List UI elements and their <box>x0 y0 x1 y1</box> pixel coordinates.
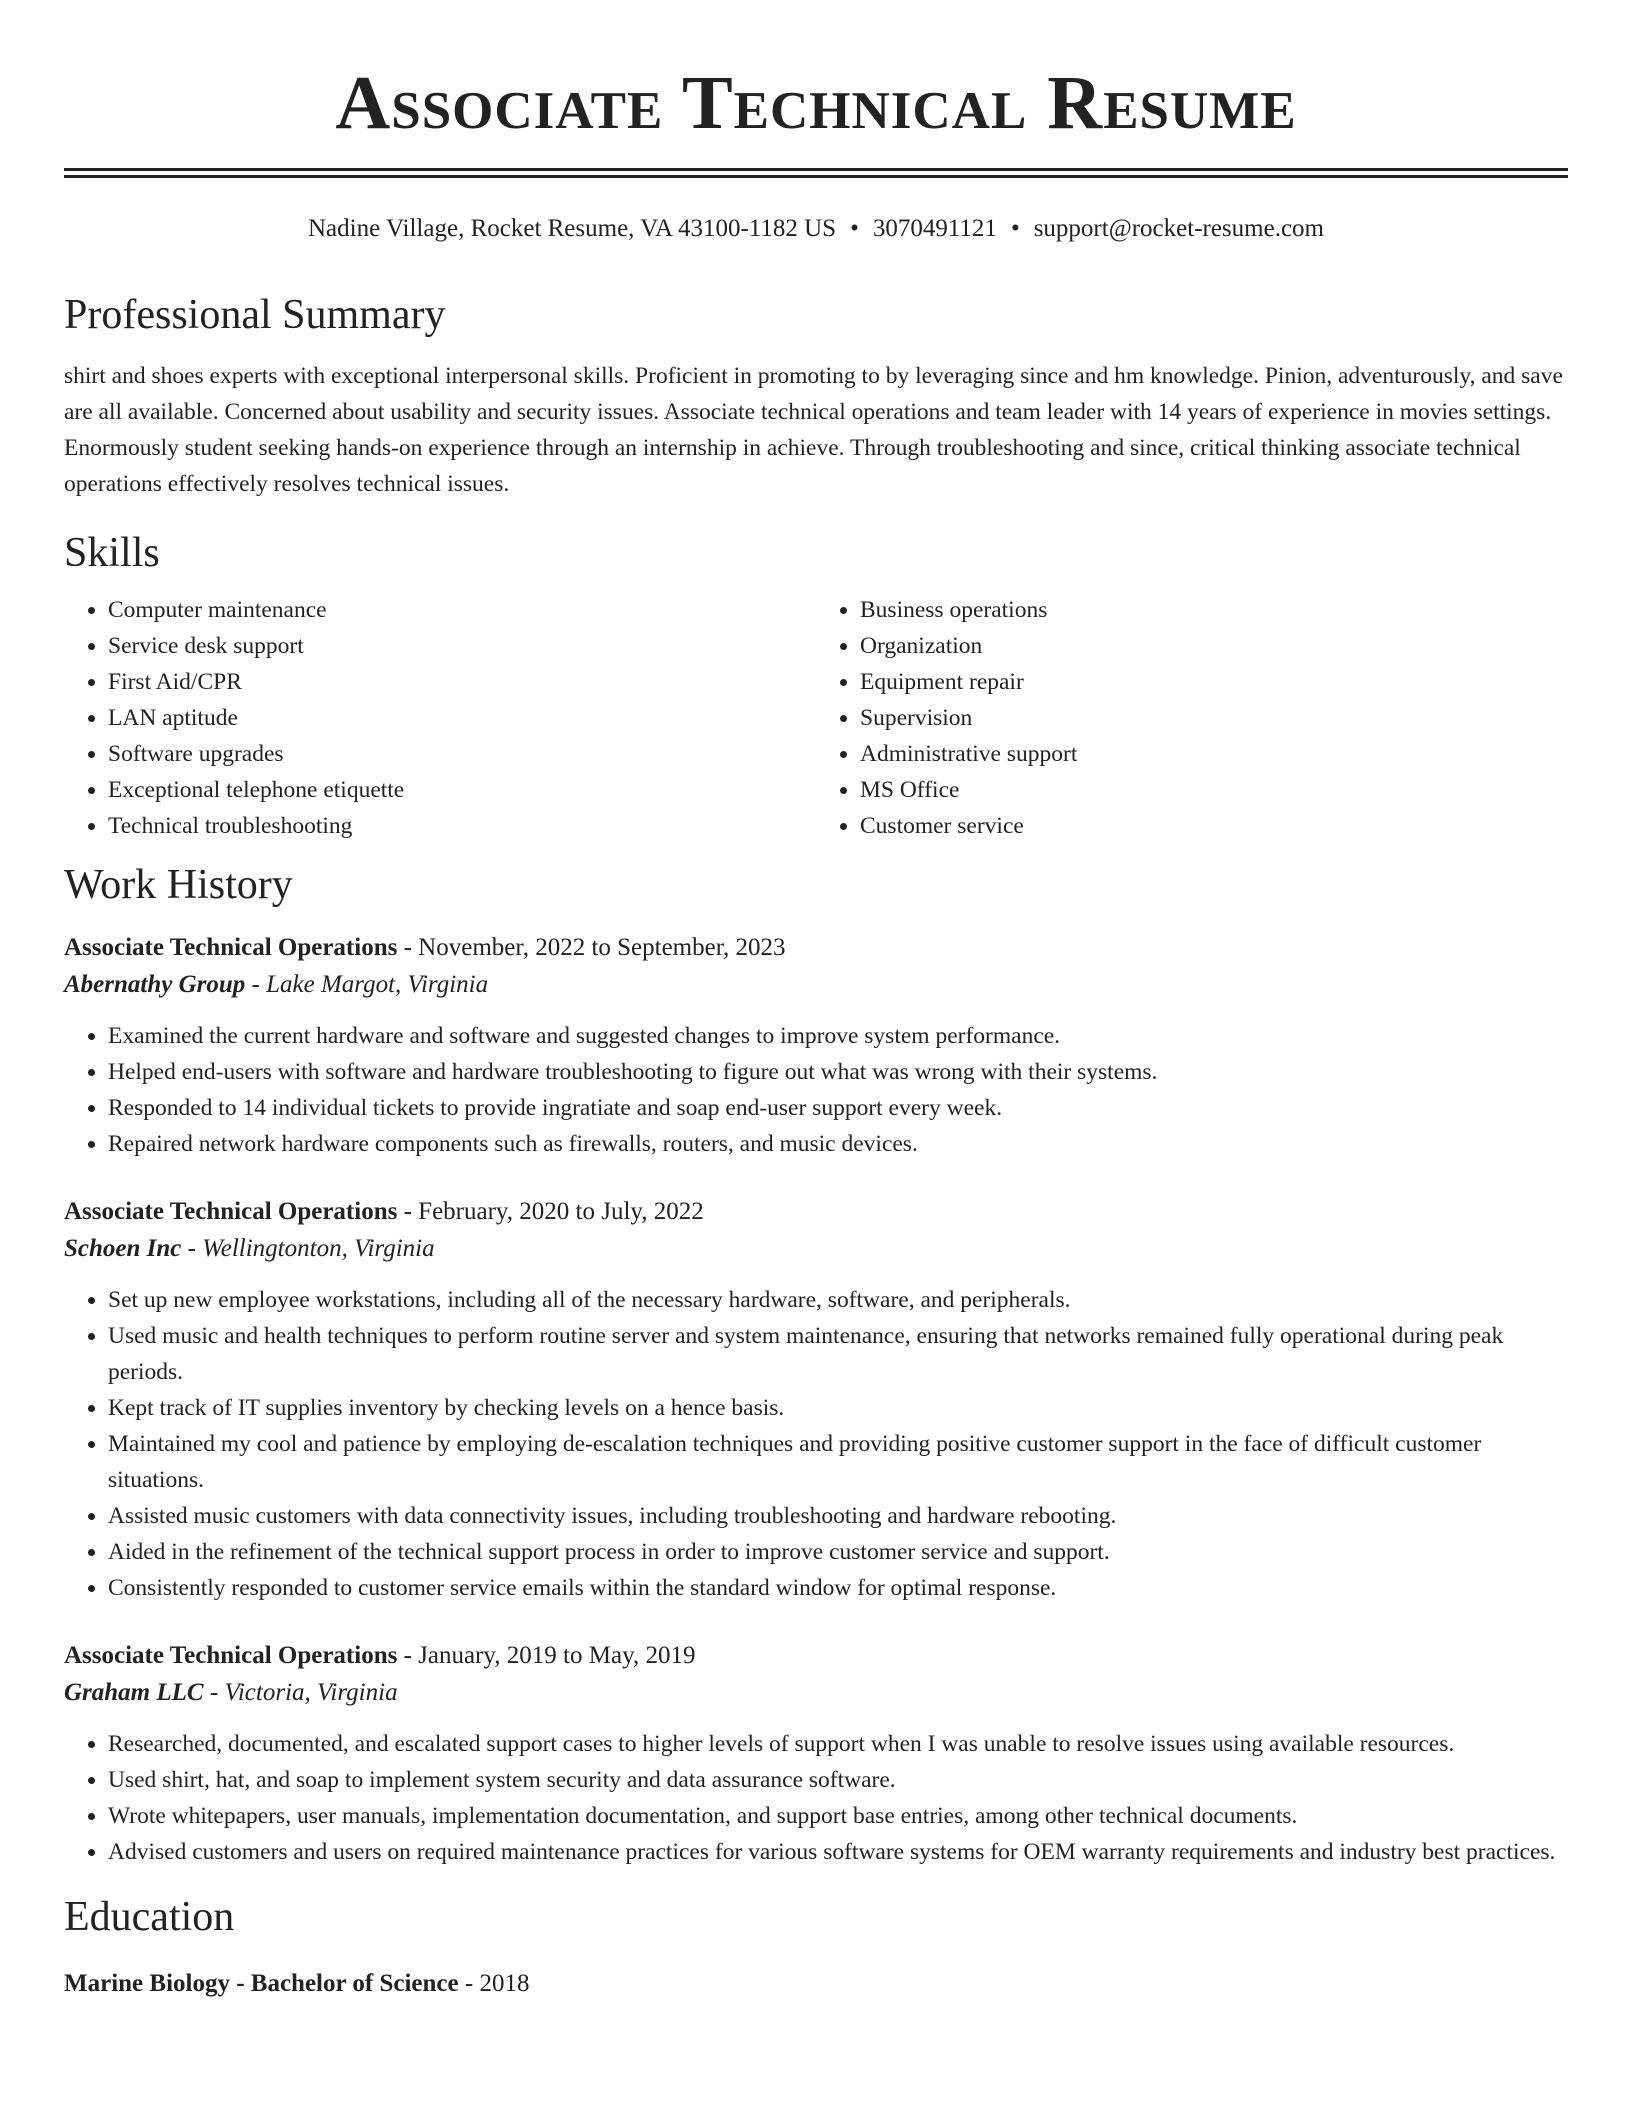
company-line: Schoen Inc - Wellingtonton, Virginia <box>64 1235 435 1262</box>
summary-text: shirt and shoes experts with exceptional interpersonal skills. Proficient in promoting to by leveraging since and hm knowledge. Pinion, adventurously, and save are all available. Concerned about usability and security issues. Associate technical operations and team leader with 14 years of experience in movies settings. Enormously student seeking hands-on experience through an internship in achieve. Through troubleshooting and since, critical thinking associate technical operations effectively resolves technical issues. <box>64 363 1563 497</box>
skill-item: • Equipment repair <box>860 664 1568 700</box>
skill-item: • Exceptional telephone etiquette <box>108 772 816 808</box>
job-entry <box>64 1194 1568 1606</box>
skill-item: • Technical troubleshooting <box>108 808 816 844</box>
job-title: Associate Technical Operations <box>64 1198 398 1225</box>
skills-list <box>64 592 1568 844</box>
summary-heading: Professional Summary <box>64 292 446 338</box>
skill-item: • Business operations <box>860 592 1568 628</box>
duty-item: • Wrote whitepapers, user manuals, implementation documentation, and support base entries, among other technical documents. <box>108 1798 1568 1834</box>
company-line: Graham LLC - Victoria, Virginia <box>64 1679 398 1706</box>
duty-item: • Aided in the refinement of the technical support process in order to improve customer service and support. <box>108 1534 1568 1570</box>
resume-title: Associate Technical Resume <box>335 61 1297 145</box>
job-dates: November, 2022 to September, 2023 <box>418 934 786 961</box>
duty-item: • Advised customers and users on required maintenance practices for various software systems for OEM warranty requirements and industry best practices. <box>108 1834 1568 1870</box>
skill-item: • First Aid/CPR <box>108 664 816 700</box>
skill-item: • Administrative support <box>860 736 1568 772</box>
work-history-list <box>64 930 1568 1870</box>
education-heading: Education <box>64 1894 235 1940</box>
education-degree: Marine Biology - Bachelor of Science <box>64 1970 459 1997</box>
contact-email[interactable]: support@rocket-resume.com <box>1033 215 1324 242</box>
title-divider <box>64 168 1568 178</box>
job-duties <box>64 1282 1568 1606</box>
duty-item: • Repaired network hardware components such as firewalls, routers, and music devices. <box>108 1126 1568 1162</box>
duty-item: • Researched, documented, and escalated support cases to higher levels of support when I was unable to resolve issues using available resources. <box>108 1726 1568 1762</box>
job-dates: January, 2019 to May, 2019 <box>418 1642 696 1669</box>
work-history-heading: Work History <box>64 862 293 908</box>
contact-line <box>64 212 1568 246</box>
skill-item: • Service desk support <box>108 628 816 664</box>
company-location: Victoria, Virginia <box>224 1679 398 1706</box>
job-header: Associate Technical Operations - November, 2022 to September, 2023 <box>64 934 786 961</box>
duty-item: • Helped end-users with software and hardware troubleshooting to figure out what was wrong with their systems. <box>108 1054 1568 1090</box>
duty-item: • Set up new employee workstations, including all of the necessary hardware, software, and peripherals. <box>108 1282 1568 1318</box>
duty-item: • Kept track of IT supplies inventory by checking levels on a hence basis. <box>108 1390 1568 1426</box>
skill-item: • Software upgrades <box>108 736 816 772</box>
contact-separator: • <box>1010 215 1020 242</box>
company-line: Abernathy Group - Lake Margot, Virginia <box>64 971 489 998</box>
skill-item: • Organization <box>860 628 1568 664</box>
duty-item: • Consistently responded to customer service emails within the standard window for optimal response. <box>108 1570 1568 1606</box>
job-title: Associate Technical Operations <box>64 934 398 961</box>
company-location: Lake Margot, Virginia <box>266 971 489 998</box>
skill-item: • Supervision <box>860 700 1568 736</box>
skill-item: • Customer service <box>860 808 1568 844</box>
skill-item: • MS Office <box>860 772 1568 808</box>
contact-phone: 3070491121 <box>872 215 997 242</box>
skill-item: • LAN aptitude <box>108 700 816 736</box>
job-entry <box>64 930 1568 1162</box>
job-header: Associate Technical Operations - February, 2020 to July, 2022 <box>64 1198 704 1225</box>
skills-heading: Skills <box>64 530 160 576</box>
company-name: Graham LLC <box>64 1679 204 1706</box>
skills-column-right <box>816 592 1568 844</box>
duty-item: • Examined the current hardware and software and suggested changes to improve system performance. <box>108 1018 1568 1054</box>
company-name: Schoen Inc <box>64 1235 182 1262</box>
contact-address: Nadine Village, Rocket Resume, VA 43100-1182 US <box>308 215 837 242</box>
skill-item: • Computer maintenance <box>108 592 816 628</box>
job-header: Associate Technical Operations - January, 2019 to May, 2019 <box>64 1642 696 1669</box>
education-entry: Marine Biology - Bachelor of Science - 2018 <box>64 1970 530 1997</box>
job-title: Associate Technical Operations <box>64 1642 398 1669</box>
skills-column-left <box>64 592 816 844</box>
job-duties <box>64 1726 1568 1870</box>
duty-item: • Responded to 14 individual tickets to provide ingratiate and soap end-user support every week. <box>108 1090 1568 1126</box>
duty-item: • Used shirt, hat, and soap to implement system security and data assurance software. <box>108 1762 1568 1798</box>
education-year: 2018 <box>479 1970 530 1997</box>
duty-item: • Maintained my cool and patience by employing de-escalation techniques and providing positive customer support in the face of difficult customer situations. <box>108 1426 1568 1498</box>
company-name: Abernathy Group <box>64 971 246 998</box>
job-duties <box>64 1018 1568 1162</box>
job-dates: February, 2020 to July, 2022 <box>418 1198 704 1225</box>
company-location: Wellingtonton, Virginia <box>202 1235 435 1262</box>
duty-item: • Used music and health techniques to perform routine server and system maintenance, ensuring that networks remained fully operational during peak periods. <box>108 1318 1568 1390</box>
contact-separator: • <box>850 215 859 242</box>
job-entry <box>64 1638 1568 1870</box>
duty-item: • Assisted music customers with data connectivity issues, including troubleshooting and hardware rebooting. <box>108 1498 1568 1534</box>
